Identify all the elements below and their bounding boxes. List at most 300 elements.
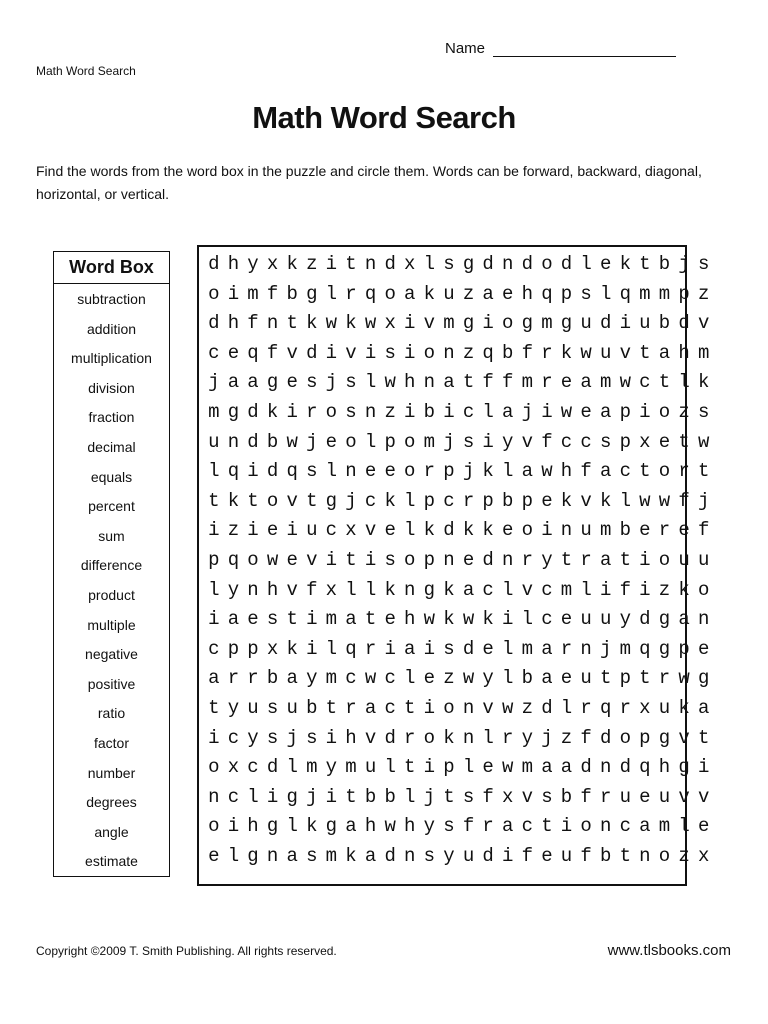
grid-letter[interactable]: n: [443, 341, 455, 364]
grid-letter[interactable]: e: [541, 844, 553, 867]
grid-letter[interactable]: p: [678, 282, 690, 305]
grid-letter[interactable]: c: [384, 667, 396, 690]
grid-letter[interactable]: d: [678, 312, 690, 335]
grid-letter[interactable]: n: [227, 430, 240, 453]
grid-letter[interactable]: f: [697, 519, 710, 542]
grid-letter[interactable]: y: [227, 578, 240, 601]
grid-letter[interactable]: z: [697, 282, 710, 305]
grid-letter[interactable]: t: [404, 696, 416, 719]
grid-letter[interactable]: b: [364, 785, 377, 808]
grid-letter[interactable]: z: [678, 844, 690, 867]
grid-letter[interactable]: b: [599, 844, 612, 867]
grid-letter[interactable]: q: [541, 282, 553, 305]
grid-letter[interactable]: k: [423, 282, 436, 305]
grid-letter[interactable]: i: [247, 519, 259, 542]
grid-letter[interactable]: m: [639, 282, 651, 305]
grid-letter[interactable]: w: [462, 608, 475, 631]
grid-letter[interactable]: m: [325, 667, 338, 690]
grid-letter[interactable]: z: [306, 253, 318, 275]
grid-letter[interactable]: j: [599, 637, 612, 660]
grid-letter[interactable]: i: [286, 400, 298, 423]
grid-letter[interactable]: g: [462, 253, 475, 275]
grid-letter[interactable]: t: [345, 548, 357, 571]
grid-letter[interactable]: q: [345, 637, 357, 660]
grid-letter[interactable]: g: [560, 312, 573, 335]
grid-letter[interactable]: q: [619, 282, 631, 305]
grid-letter[interactable]: r: [423, 460, 436, 483]
grid-letter[interactable]: l: [325, 282, 338, 305]
grid-letter[interactable]: p: [384, 430, 396, 453]
grid-letter[interactable]: i: [227, 282, 240, 305]
grid-letter[interactable]: d: [266, 460, 279, 483]
grid-letter[interactable]: v: [521, 785, 533, 808]
grid-letter[interactable]: x: [266, 637, 279, 660]
grid-letter[interactable]: c: [541, 578, 553, 601]
grid-letter[interactable]: e: [560, 667, 573, 690]
grid-letter[interactable]: i: [482, 312, 494, 335]
grid-letter[interactable]: e: [560, 608, 573, 631]
grid-letter[interactable]: d: [306, 341, 318, 364]
grid-letter[interactable]: z: [443, 667, 455, 690]
grid-letter[interactable]: c: [521, 815, 533, 838]
grid-letter[interactable]: k: [423, 519, 436, 542]
grid-letter[interactable]: q: [639, 756, 651, 779]
grid-letter[interactable]: f: [580, 785, 592, 808]
grid-letter[interactable]: o: [541, 253, 553, 275]
grid-letter[interactable]: f: [266, 341, 279, 364]
grid-letter[interactable]: w: [697, 430, 710, 453]
grid-letter[interactable]: x: [384, 312, 396, 335]
grid-letter[interactable]: g: [697, 667, 710, 690]
grid-letter[interactable]: y: [482, 667, 494, 690]
grid-letter[interactable]: l: [423, 253, 436, 275]
grid-letter[interactable]: j: [286, 726, 298, 749]
grid-letter[interactable]: b: [266, 667, 279, 690]
grid-letter[interactable]: r: [541, 341, 553, 364]
grid-letter[interactable]: l: [404, 519, 416, 542]
grid-letter[interactable]: i: [639, 548, 651, 571]
grid-letter[interactable]: w: [502, 756, 514, 779]
grid-letter[interactable]: t: [541, 815, 553, 838]
grid-letter[interactable]: j: [423, 785, 436, 808]
grid-letter[interactable]: k: [482, 608, 494, 631]
grid-letter[interactable]: w: [325, 312, 338, 335]
grid-letter[interactable]: e: [502, 519, 514, 542]
grid-letter[interactable]: n: [599, 815, 612, 838]
grid-letter[interactable]: n: [404, 844, 416, 867]
grid-letter[interactable]: d: [482, 253, 494, 275]
grid-letter[interactable]: n: [266, 844, 279, 867]
grid-letter[interactable]: t: [462, 371, 475, 394]
grid-letter[interactable]: o: [580, 815, 592, 838]
grid-letter[interactable]: y: [443, 844, 455, 867]
grid-letter[interactable]: l: [364, 371, 377, 394]
grid-letter[interactable]: u: [580, 608, 592, 631]
grid-letter[interactable]: i: [502, 608, 514, 631]
grid-letter[interactable]: k: [678, 696, 690, 719]
grid-letter[interactable]: a: [678, 608, 690, 631]
grid-letter[interactable]: k: [306, 815, 318, 838]
grid-letter[interactable]: s: [423, 844, 436, 867]
grid-letter[interactable]: v: [678, 785, 690, 808]
grid-letter[interactable]: l: [560, 696, 573, 719]
grid-letter[interactable]: l: [521, 608, 533, 631]
grid-letter[interactable]: t: [639, 460, 651, 483]
grid-letter[interactable]: h: [227, 253, 240, 275]
grid-letter[interactable]: l: [580, 253, 592, 275]
grid-letter[interactable]: v: [364, 519, 377, 542]
grid-letter[interactable]: y: [541, 548, 553, 571]
grid-letter[interactable]: h: [364, 815, 377, 838]
grid-letter[interactable]: p: [443, 756, 455, 779]
grid-letter[interactable]: e: [658, 430, 671, 453]
grid-letter[interactable]: d: [599, 726, 612, 749]
grid-letter[interactable]: i: [325, 785, 338, 808]
grid-letter[interactable]: m: [521, 756, 533, 779]
grid-letter[interactable]: c: [482, 578, 494, 601]
grid-letter[interactable]: b: [306, 696, 318, 719]
grid-letter[interactable]: j: [345, 489, 357, 512]
grid-letter[interactable]: o: [502, 312, 514, 335]
grid-letter[interactable]: d: [384, 253, 396, 275]
grid-letter[interactable]: l: [678, 371, 690, 394]
grid-letter[interactable]: u: [619, 785, 631, 808]
grid-letter[interactable]: a: [580, 371, 592, 394]
grid-letter[interactable]: t: [345, 253, 357, 275]
grid-letter[interactable]: r: [658, 667, 671, 690]
grid-letter[interactable]: u: [678, 548, 690, 571]
grid-letter[interactable]: m: [325, 608, 338, 631]
grid-letter[interactable]: a: [247, 371, 259, 394]
grid-letter[interactable]: q: [639, 637, 651, 660]
grid-letter[interactable]: a: [541, 756, 553, 779]
grid-letter[interactable]: k: [345, 844, 357, 867]
grid-letter[interactable]: v: [580, 489, 592, 512]
grid-letter[interactable]: w: [462, 667, 475, 690]
grid-letter[interactable]: c: [462, 400, 475, 423]
grid-letter[interactable]: r: [502, 726, 514, 749]
grid-letter[interactable]: r: [560, 637, 573, 660]
grid-letter[interactable]: i: [325, 253, 338, 275]
grid-letter[interactable]: g: [462, 312, 475, 335]
grid-letter[interactable]: p: [678, 637, 690, 660]
grid-letter[interactable]: s: [266, 726, 279, 749]
grid-letter[interactable]: h: [521, 282, 533, 305]
grid-letter[interactable]: t: [639, 667, 651, 690]
grid-letter[interactable]: t: [247, 489, 259, 512]
grid-letter[interactable]: f: [306, 578, 318, 601]
grid-letter[interactable]: z: [462, 282, 475, 305]
grid-letter[interactable]: m: [658, 282, 671, 305]
grid-letter[interactable]: t: [325, 696, 338, 719]
grid-letter[interactable]: n: [502, 253, 514, 275]
grid-letter[interactable]: k: [345, 312, 357, 335]
grid-letter[interactable]: y: [619, 608, 631, 631]
grid-letter[interactable]: l: [364, 578, 377, 601]
grid-letter[interactable]: h: [404, 608, 416, 631]
grid-letter[interactable]: s: [462, 430, 475, 453]
grid-letter[interactable]: i: [541, 519, 553, 542]
grid-letter[interactable]: q: [286, 460, 298, 483]
grid-letter[interactable]: e: [423, 667, 436, 690]
grid-letter[interactable]: q: [482, 341, 494, 364]
grid-letter[interactable]: k: [697, 371, 710, 394]
grid-letter[interactable]: v: [697, 785, 710, 808]
grid-letter[interactable]: g: [247, 844, 259, 867]
grid-letter[interactable]: o: [658, 548, 671, 571]
grid-letter[interactable]: a: [697, 696, 710, 719]
grid-letter[interactable]: e: [384, 608, 396, 631]
grid-letter[interactable]: u: [443, 282, 455, 305]
grid-letter[interactable]: m: [697, 341, 710, 364]
grid-letter[interactable]: c: [208, 341, 220, 364]
grid-letter[interactable]: o: [423, 341, 436, 364]
grid-letter[interactable]: b: [266, 430, 279, 453]
grid-letter[interactable]: r: [306, 400, 318, 423]
grid-letter[interactable]: a: [599, 548, 612, 571]
grid-letter[interactable]: o: [423, 726, 436, 749]
grid-letter[interactable]: m: [521, 637, 533, 660]
grid-letter[interactable]: e: [286, 371, 298, 394]
grid-letter[interactable]: h: [266, 578, 279, 601]
grid-letter[interactable]: a: [286, 667, 298, 690]
grid-letter[interactable]: a: [443, 371, 455, 394]
grid-letter[interactable]: k: [482, 460, 494, 483]
grid-letter[interactable]: s: [462, 785, 475, 808]
grid-letter[interactable]: c: [580, 430, 592, 453]
grid-letter[interactable]: k: [462, 519, 475, 542]
grid-letter[interactable]: i: [364, 548, 377, 571]
grid-letter[interactable]: e: [639, 785, 651, 808]
grid-letter[interactable]: d: [560, 253, 573, 275]
grid-letter[interactable]: i: [482, 430, 494, 453]
grid-letter[interactable]: i: [404, 312, 416, 335]
grid-letter[interactable]: d: [208, 253, 220, 275]
grid-letter[interactable]: u: [208, 430, 220, 453]
grid-letter[interactable]: p: [208, 548, 220, 571]
grid-letter[interactable]: w: [364, 667, 377, 690]
grid-letter[interactable]: d: [247, 430, 259, 453]
grid-letter[interactable]: t: [619, 844, 631, 867]
grid-letter[interactable]: i: [560, 815, 573, 838]
grid-letter[interactable]: v: [521, 578, 533, 601]
grid-letter[interactable]: w: [502, 696, 514, 719]
grid-letter[interactable]: n: [560, 519, 573, 542]
grid-letter[interactable]: e: [482, 637, 494, 660]
grid-letter[interactable]: z: [658, 578, 671, 601]
grid-letter[interactable]: f: [482, 371, 494, 394]
grid-letter[interactable]: g: [521, 312, 533, 335]
grid-letter[interactable]: k: [443, 578, 455, 601]
grid-letter[interactable]: i: [423, 696, 436, 719]
grid-letter[interactable]: r: [345, 282, 357, 305]
grid-letter[interactable]: k: [384, 578, 396, 601]
grid-letter[interactable]: s: [697, 253, 710, 275]
grid-letter[interactable]: u: [599, 341, 612, 364]
grid-letter[interactable]: j: [678, 253, 690, 275]
grid-letter[interactable]: i: [384, 637, 396, 660]
grid-letter[interactable]: h: [678, 341, 690, 364]
grid-letter[interactable]: a: [560, 756, 573, 779]
grid-letter[interactable]: r: [345, 696, 357, 719]
grid-letter[interactable]: g: [678, 756, 690, 779]
grid-letter[interactable]: e: [208, 844, 220, 867]
grid-letter[interactable]: d: [580, 756, 592, 779]
grid-letter[interactable]: s: [306, 371, 318, 394]
grid-letter[interactable]: d: [384, 844, 396, 867]
grid-letter[interactable]: w: [364, 312, 377, 335]
grid-letter[interactable]: n: [462, 696, 475, 719]
grid-letter[interactable]: j: [306, 430, 318, 453]
grid-letter[interactable]: y: [325, 756, 338, 779]
grid-letter[interactable]: p: [423, 548, 436, 571]
grid-letter[interactable]: g: [658, 637, 671, 660]
grid-letter[interactable]: e: [502, 282, 514, 305]
grid-letter[interactable]: k: [306, 312, 318, 335]
grid-letter[interactable]: j: [521, 400, 533, 423]
grid-letter[interactable]: p: [619, 400, 631, 423]
grid-letter[interactable]: w: [423, 608, 436, 631]
grid-letter[interactable]: o: [658, 400, 671, 423]
grid-letter[interactable]: p: [521, 489, 533, 512]
grid-letter[interactable]: l: [404, 489, 416, 512]
grid-letter[interactable]: j: [443, 430, 455, 453]
grid-letter[interactable]: d: [619, 756, 631, 779]
grid-letter[interactable]: s: [306, 844, 318, 867]
grid-letter[interactable]: c: [384, 696, 396, 719]
grid-letter[interactable]: o: [208, 282, 220, 305]
grid-letter[interactable]: l: [286, 756, 298, 779]
grid-letter[interactable]: p: [619, 667, 631, 690]
grid-letter[interactable]: f: [462, 815, 475, 838]
grid-letter[interactable]: m: [306, 756, 318, 779]
grid-letter[interactable]: x: [404, 253, 416, 275]
grid-letter[interactable]: w: [619, 371, 631, 394]
grid-letter[interactable]: e: [364, 460, 377, 483]
grid-letter[interactable]: b: [658, 253, 671, 275]
grid-letter[interactable]: s: [266, 608, 279, 631]
grid-letter[interactable]: h: [658, 756, 671, 779]
grid-letter[interactable]: h: [404, 371, 416, 394]
grid-letter[interactable]: s: [443, 253, 455, 275]
grid-letter[interactable]: i: [208, 519, 220, 542]
grid-letter[interactable]: m: [423, 430, 436, 453]
grid-letter[interactable]: i: [697, 756, 710, 779]
grid-letter[interactable]: l: [345, 578, 357, 601]
grid-letter[interactable]: d: [384, 726, 396, 749]
grid-letter[interactable]: a: [227, 608, 240, 631]
grid-letter[interactable]: o: [619, 726, 631, 749]
grid-letter[interactable]: v: [482, 696, 494, 719]
grid-letter[interactable]: o: [384, 282, 396, 305]
grid-letter[interactable]: k: [560, 341, 573, 364]
grid-letter[interactable]: b: [521, 667, 533, 690]
grid-letter[interactable]: r: [541, 371, 553, 394]
grid-letter[interactable]: d: [208, 312, 220, 335]
grid-letter[interactable]: l: [364, 430, 377, 453]
grid-letter[interactable]: k: [266, 400, 279, 423]
grid-letter[interactable]: r: [580, 548, 592, 571]
grid-letter[interactable]: o: [697, 578, 710, 601]
grid-letter[interactable]: x: [345, 519, 357, 542]
grid-letter[interactable]: c: [227, 726, 240, 749]
grid-letter[interactable]: w: [560, 400, 573, 423]
grid-letter[interactable]: t: [286, 608, 298, 631]
grid-letter[interactable]: t: [404, 756, 416, 779]
grid-letter[interactable]: t: [306, 489, 318, 512]
grid-letter[interactable]: a: [658, 341, 671, 364]
grid-letter[interactable]: i: [247, 460, 259, 483]
grid-letter[interactable]: i: [423, 756, 436, 779]
grid-letter[interactable]: s: [580, 282, 592, 305]
grid-letter[interactable]: k: [286, 637, 298, 660]
grid-letter[interactable]: l: [678, 815, 690, 838]
grid-letter[interactable]: j: [208, 371, 220, 394]
grid-letter[interactable]: l: [599, 282, 612, 305]
website-link[interactable]: www.tlsbooks.com: [607, 942, 731, 959]
grid-letter[interactable]: d: [266, 756, 279, 779]
grid-letter[interactable]: x: [697, 844, 710, 867]
grid-letter[interactable]: w: [384, 371, 396, 394]
grid-letter[interactable]: i: [404, 400, 416, 423]
grid-letter[interactable]: m: [619, 637, 631, 660]
grid-letter[interactable]: y: [227, 696, 240, 719]
grid-letter[interactable]: u: [658, 696, 671, 719]
grid-letter[interactable]: e: [227, 341, 240, 364]
grid-letter[interactable]: i: [364, 341, 377, 364]
grid-letter[interactable]: e: [541, 489, 553, 512]
grid-letter[interactable]: j: [541, 726, 553, 749]
grid-letter[interactable]: r: [619, 696, 631, 719]
grid-letter[interactable]: s: [266, 696, 279, 719]
grid-letter[interactable]: a: [502, 400, 514, 423]
grid-letter[interactable]: e: [482, 756, 494, 779]
grid-letter[interactable]: q: [247, 341, 259, 364]
grid-letter[interactable]: o: [404, 548, 416, 571]
grid-letter[interactable]: d: [541, 696, 553, 719]
grid-letter[interactable]: a: [364, 696, 377, 719]
grid-letter[interactable]: t: [208, 696, 220, 719]
grid-letter[interactable]: e: [580, 400, 592, 423]
name-blank-line[interactable]: [493, 40, 676, 57]
grid-letter[interactable]: v: [345, 341, 357, 364]
grid-letter[interactable]: q: [227, 548, 240, 571]
grid-letter[interactable]: l: [580, 578, 592, 601]
grid-letter[interactable]: n: [364, 400, 377, 423]
grid-letter[interactable]: p: [639, 726, 651, 749]
grid-letter[interactable]: y: [502, 430, 514, 453]
grid-letter[interactable]: r: [462, 489, 475, 512]
grid-letter[interactable]: e: [697, 815, 710, 838]
grid-letter[interactable]: a: [599, 460, 612, 483]
grid-letter[interactable]: i: [502, 844, 514, 867]
grid-letter[interactable]: n: [599, 756, 612, 779]
grid-letter[interactable]: r: [599, 785, 612, 808]
grid-letter[interactable]: j: [325, 371, 338, 394]
grid-letter[interactable]: r: [247, 667, 259, 690]
grid-letter[interactable]: c: [345, 667, 357, 690]
grid-letter[interactable]: z: [678, 400, 690, 423]
grid-letter[interactable]: z: [521, 696, 533, 719]
grid-letter[interactable]: o: [443, 696, 455, 719]
grid-letter[interactable]: i: [423, 637, 436, 660]
grid-letter[interactable]: f: [580, 460, 592, 483]
grid-letter[interactable]: b: [658, 312, 671, 335]
grid-letter[interactable]: r: [482, 815, 494, 838]
grid-letter[interactable]: o: [247, 548, 259, 571]
grid-letter[interactable]: z: [384, 400, 396, 423]
grid-letter[interactable]: m: [325, 844, 338, 867]
